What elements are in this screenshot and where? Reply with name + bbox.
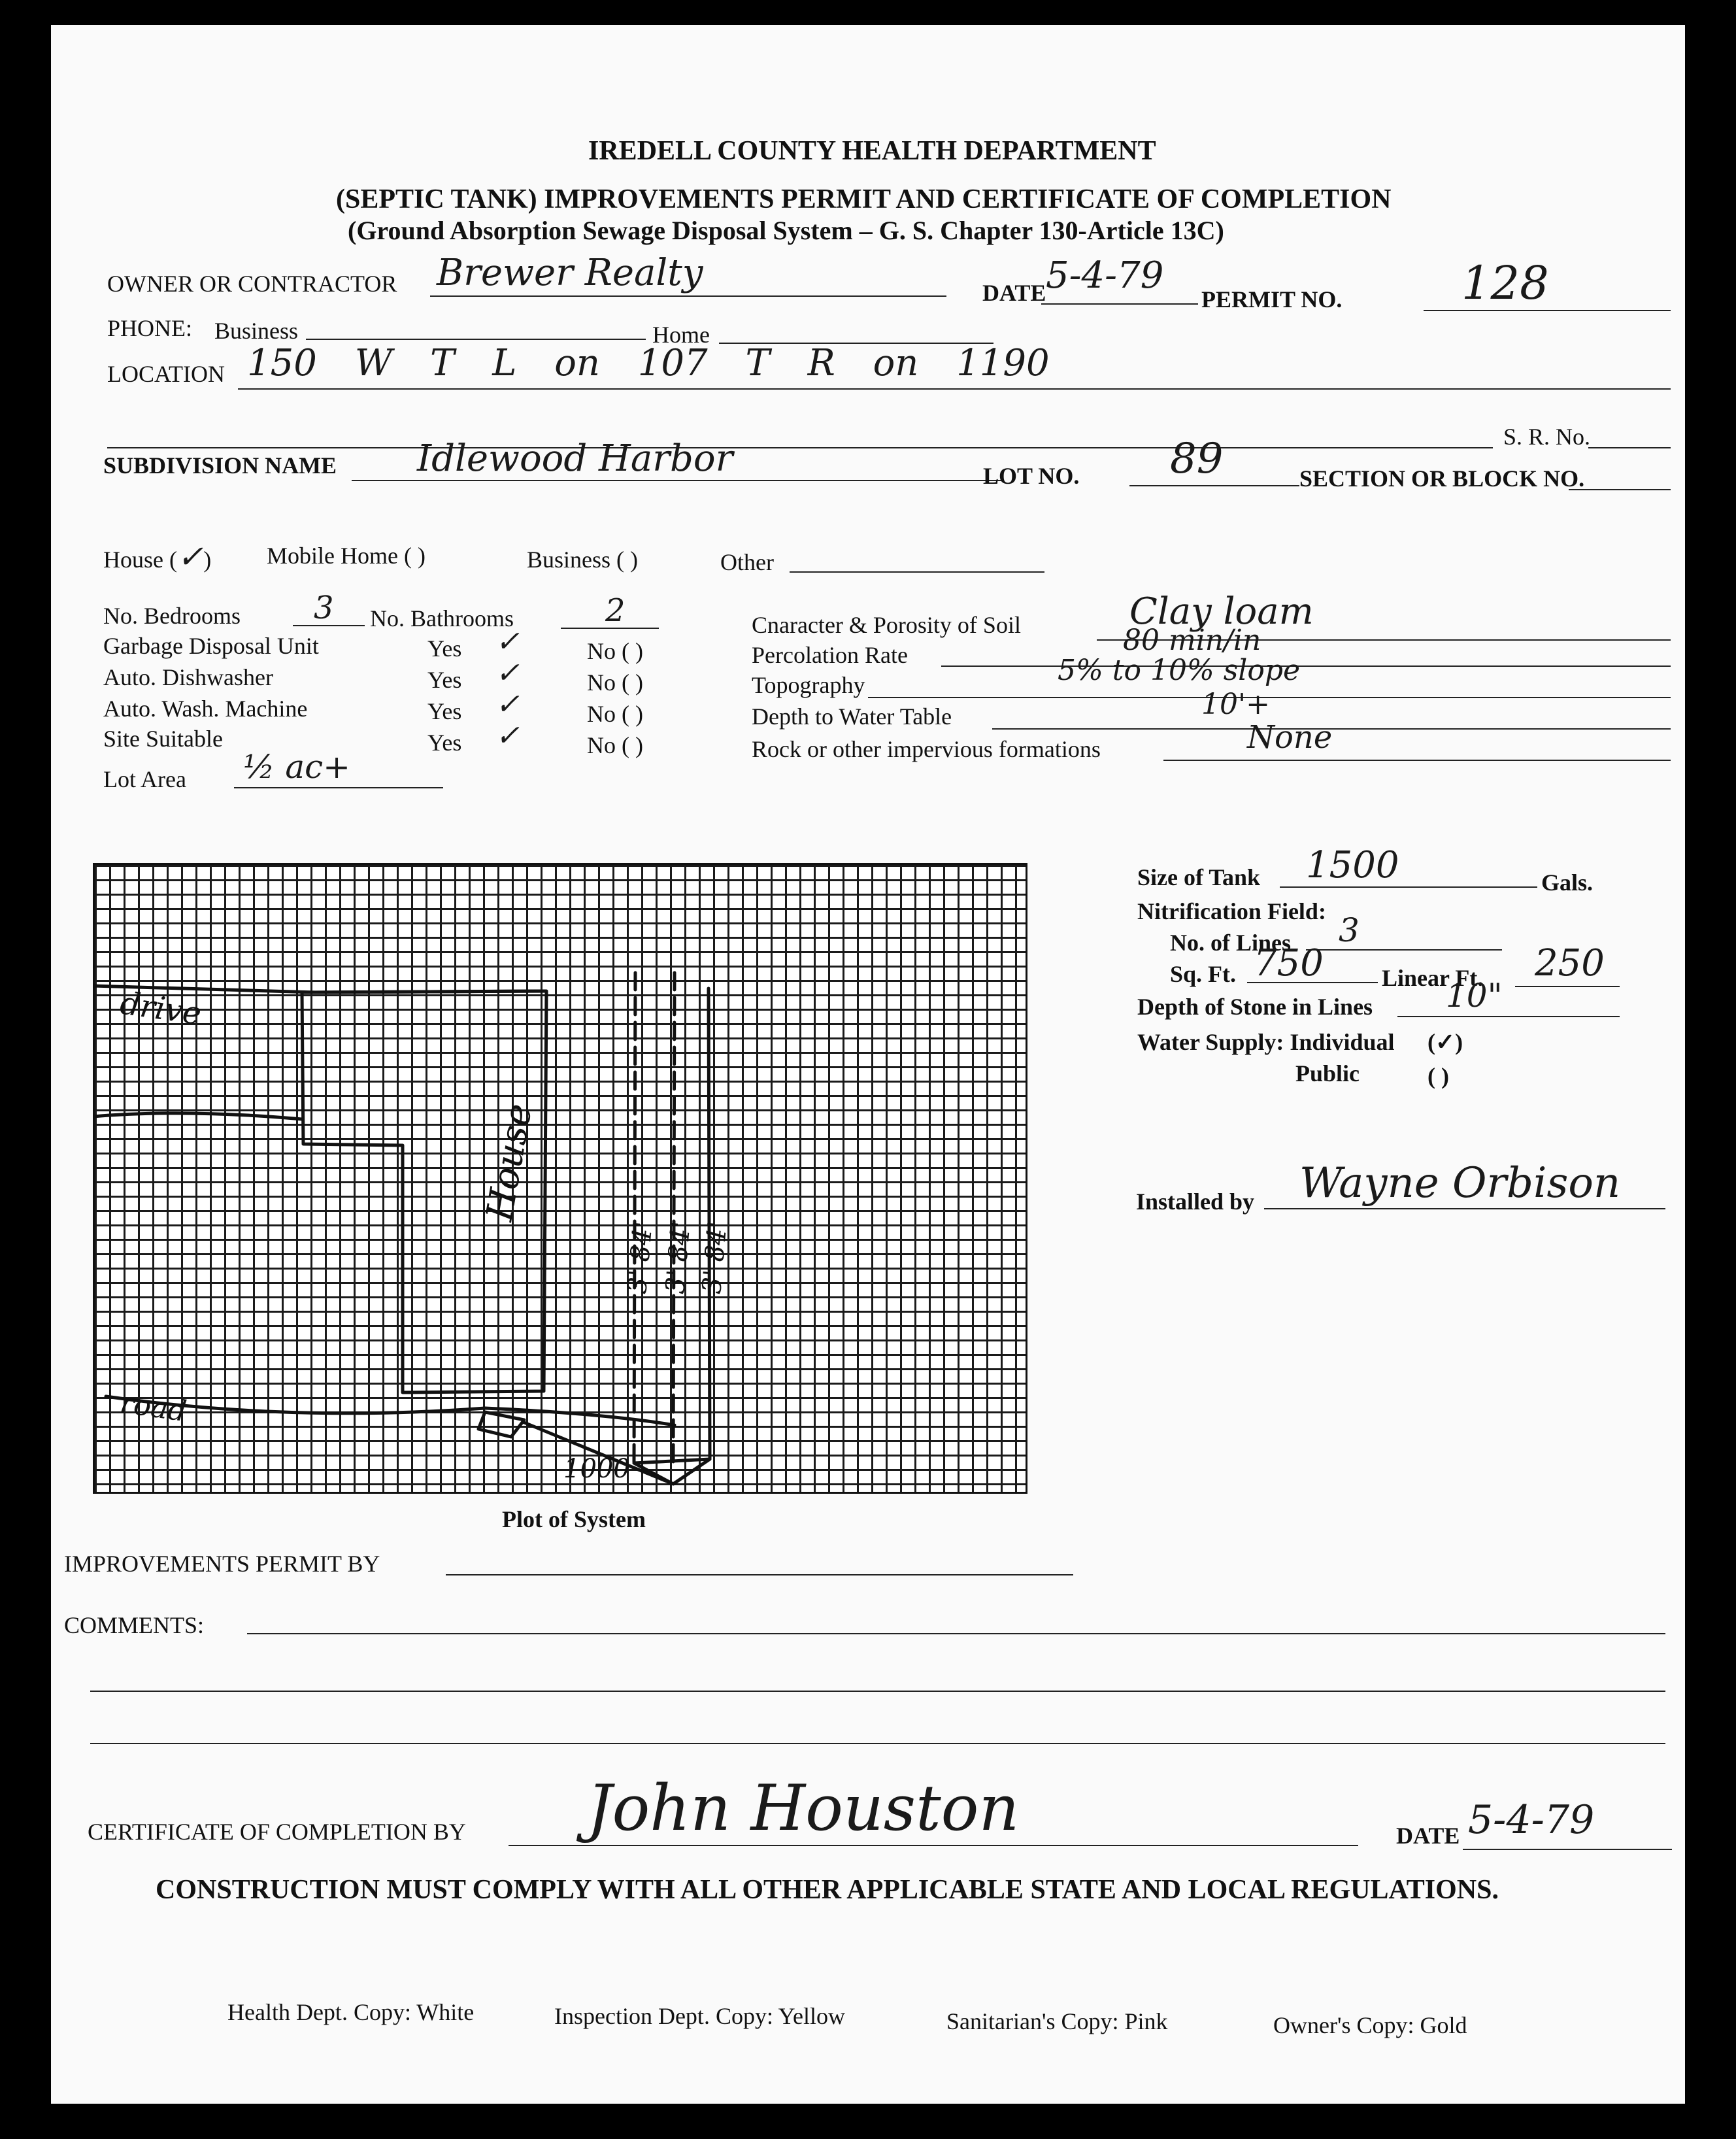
plot-field-line-1 <box>634 973 635 1463</box>
tank-size-value: 1500 <box>1306 844 1399 886</box>
copy-distribution: Sanitarian's Copy: Pink <box>946 2008 1168 2034</box>
section-label: SECTION OR BLOCK NO. <box>1299 465 1585 492</box>
soil-value: Clay loam <box>1129 590 1314 633</box>
soil-line <box>1163 760 1671 761</box>
phone-business-label: Business <box>214 318 299 344</box>
nitrification-stone-label: Depth of Stone in Lines <box>1137 994 1373 1020</box>
date-line <box>1041 303 1198 305</box>
bedrooms-value: 3 <box>314 590 334 626</box>
type-business-label: Business ( ) <box>527 547 638 573</box>
bathrooms-label: No. Bathrooms <box>370 605 514 632</box>
lot-area-value: ½ ac+ <box>243 748 351 786</box>
nitrification-sqft-label: Sq. Ft. <box>1170 961 1237 987</box>
soil-label: Depth to Water Table <box>752 703 952 730</box>
location-value: 150 W T L on 107 T R on 1190 <box>247 342 1050 384</box>
amenity-label: Garbage Disposal Unit <box>103 633 319 659</box>
amenity-no: No ( ) <box>587 732 643 758</box>
amenity-yes: Yes <box>427 635 462 662</box>
owner-value: Brewer Realty <box>437 252 703 294</box>
plot-label-drive: drive <box>118 985 204 1033</box>
form-subtitle: (Ground Absorption Sewage Disposal System – G. S. Chapter 130-Article 13C) <box>348 216 1224 245</box>
permit-form <box>51 25 1685 2104</box>
owner-line <box>430 295 946 297</box>
tank-size-label: Size of Tank <box>1137 864 1261 890</box>
water-supply-public-label: Public <box>1295 1060 1360 1086</box>
amenity-yes: Yes <box>427 730 462 756</box>
plot-sketch <box>93 863 1027 1494</box>
type-house-label: House (✓) <box>103 539 212 575</box>
nitrification-linear-label: Linear Ft. <box>1382 965 1484 991</box>
certificate-label: CERTIFICATE OF COMPLETION BY <box>88 1819 466 1845</box>
comments-label: COMMENTS: <box>64 1612 205 1638</box>
comments-line <box>90 1691 1665 1692</box>
soil-value: None <box>1247 719 1333 756</box>
lot-area-line <box>234 787 443 788</box>
amenity-no: No ( ) <box>587 669 643 696</box>
type-house-mark: ✓ <box>176 539 204 575</box>
plot-label-1000: 1000 <box>563 1454 630 1484</box>
nitrification-stone-line <box>1397 1016 1620 1017</box>
subdivision-label: SUBDIVISION NAME <box>103 452 337 479</box>
plot-drive-line-2 <box>93 1113 302 1119</box>
soil-value: 10'+ <box>1201 688 1270 721</box>
certificate-line <box>509 1845 1358 1846</box>
section-line <box>1569 489 1671 490</box>
nitrification-label: Nitrification Field: <box>1137 898 1326 924</box>
type-other-label: Other <box>720 549 774 575</box>
soil-label: Percolation Rate <box>752 642 908 668</box>
type-mobile-label: Mobile Home ( ) <box>267 543 426 569</box>
sr-no-line <box>1588 447 1671 448</box>
plot-road-line <box>106 1396 675 1425</box>
lot-value: 89 <box>1170 435 1224 483</box>
bedrooms-label: No. Bedrooms <box>103 603 241 629</box>
nitrification-stone-value: 10" <box>1446 977 1503 1015</box>
plot-label-line-2: 3' 84' <box>660 1220 697 1295</box>
amenity-yes-mark: ✓ <box>495 719 520 752</box>
location-label: LOCATION <box>107 361 225 387</box>
tank-unit: Gals. <box>1541 869 1594 896</box>
amenity-no: No ( ) <box>587 638 643 664</box>
copy-distribution: Owner's Copy: Gold <box>1273 2012 1467 2038</box>
nitrification-lines-line <box>1306 949 1502 951</box>
subdivision-value: Idlewood Harbor <box>417 437 733 480</box>
nitrification-lines-label: No. of Lines <box>1170 930 1292 956</box>
tank-size-line <box>1280 886 1537 888</box>
nitrification-linear-line <box>1515 986 1620 987</box>
plot-field-line-2 <box>673 973 675 1463</box>
amenity-label: Auto. Wash. Machine <box>103 696 308 722</box>
installed-by-label: Installed by <box>1136 1188 1255 1215</box>
permit-value: 128 <box>1461 256 1549 310</box>
subdivision-line <box>352 480 1003 481</box>
sr-no-label: S. R. No. <box>1503 424 1591 450</box>
plot-tank <box>478 1412 524 1437</box>
water-supply-individual-mark: (✓) <box>1427 1029 1463 1055</box>
owner-label: OWNER OR CONTRACTOR <box>107 271 397 297</box>
plot-label-line-1: 3' 84' <box>622 1220 659 1295</box>
lot-area-label: Lot Area <box>103 766 186 792</box>
date-label: DATE <box>982 280 1046 306</box>
amenity-no: No ( ) <box>587 701 643 727</box>
copy-distribution: Inspection Dept. Copy: Yellow <box>554 2003 845 2029</box>
improvements-permit-line <box>446 1574 1073 1575</box>
plot-label-road: road <box>118 1386 189 1429</box>
bathrooms-value: 2 <box>605 592 626 629</box>
plot-label-house: House <box>478 1100 541 1224</box>
certificate-date-line <box>1463 1849 1672 1850</box>
phone-home-label: Home <box>652 322 710 348</box>
soil-value: 5% to 10% slope <box>1058 654 1301 687</box>
improvements-permit-label: IMPROVEMENTS PERMIT BY <box>64 1551 380 1577</box>
phone-label: PHONE: <box>107 315 193 341</box>
nitrification-sqft-value: 750 <box>1254 942 1324 985</box>
plot-caption: Plot of System <box>502 1506 646 1532</box>
location-line <box>238 388 1671 390</box>
type-other-line <box>790 571 1044 573</box>
installed-by-value: Wayne Orbison <box>1299 1159 1621 1207</box>
plot-label-line-3: 3' 84' <box>697 1220 733 1295</box>
amenity-yes: Yes <box>427 698 462 724</box>
permit-label: PERMIT NO. <box>1201 286 1343 312</box>
water-supply-public-mark: ( ) <box>1427 1063 1449 1089</box>
nitrification-linear-value: 250 <box>1535 942 1605 985</box>
regulations-notice: CONSTRUCTION MUST COMPLY WITH ALL OTHER APPLICABLE STATE AND LOCAL REGULATIONS. <box>156 1875 1499 1905</box>
certificate-signature: John Houston <box>587 1772 1020 1845</box>
form-title: (SEPTIC TANK) IMPROVEMENTS PERMIT AND CERTIFICATE OF COMPLETION <box>336 184 1392 214</box>
location-line-2 <box>107 447 1493 448</box>
amenity-yes-mark: ✓ <box>495 625 520 658</box>
amenity-yes-mark: ✓ <box>495 688 520 721</box>
lot-label: LOT NO. <box>983 463 1080 489</box>
soil-line <box>941 665 1671 667</box>
soil-label: Topography <box>752 672 865 698</box>
bedrooms-line <box>293 625 365 626</box>
nitrification-lines-value: 3 <box>1339 911 1360 949</box>
installed-by-line <box>1264 1208 1665 1209</box>
date-value: 5-4-79 <box>1046 254 1164 297</box>
soil-label: Rock or other impervious formations <box>752 736 1101 762</box>
amenity-label: Site Suitable <box>103 726 223 752</box>
nitrification-sqft-line <box>1247 982 1378 983</box>
water-supply-label: Water Supply: Individual <box>1137 1029 1395 1055</box>
comments-line <box>247 1633 1665 1634</box>
lot-line <box>1129 485 1299 486</box>
amenity-yes: Yes <box>427 667 462 693</box>
phone-business-line <box>306 339 646 340</box>
comments-line <box>90 1743 1665 1744</box>
soil-value: 80 min/in <box>1123 624 1261 657</box>
amenity-yes-mark: ✓ <box>495 656 520 690</box>
bathrooms-line <box>561 628 659 629</box>
certificate-date-label: DATE <box>1396 1823 1460 1849</box>
permit-line <box>1424 310 1671 311</box>
certificate-date-value: 5-4-79 <box>1468 1797 1595 1843</box>
copy-distribution: Health Dept. Copy: White <box>227 1999 475 2025</box>
department-name: IREDELL COUNTY HEALTH DEPARTMENT <box>588 136 1156 166</box>
soil-label: Cnaracter & Porosity of Soil <box>752 612 1021 638</box>
amenity-label: Auto. Dishwasher <box>103 664 273 690</box>
